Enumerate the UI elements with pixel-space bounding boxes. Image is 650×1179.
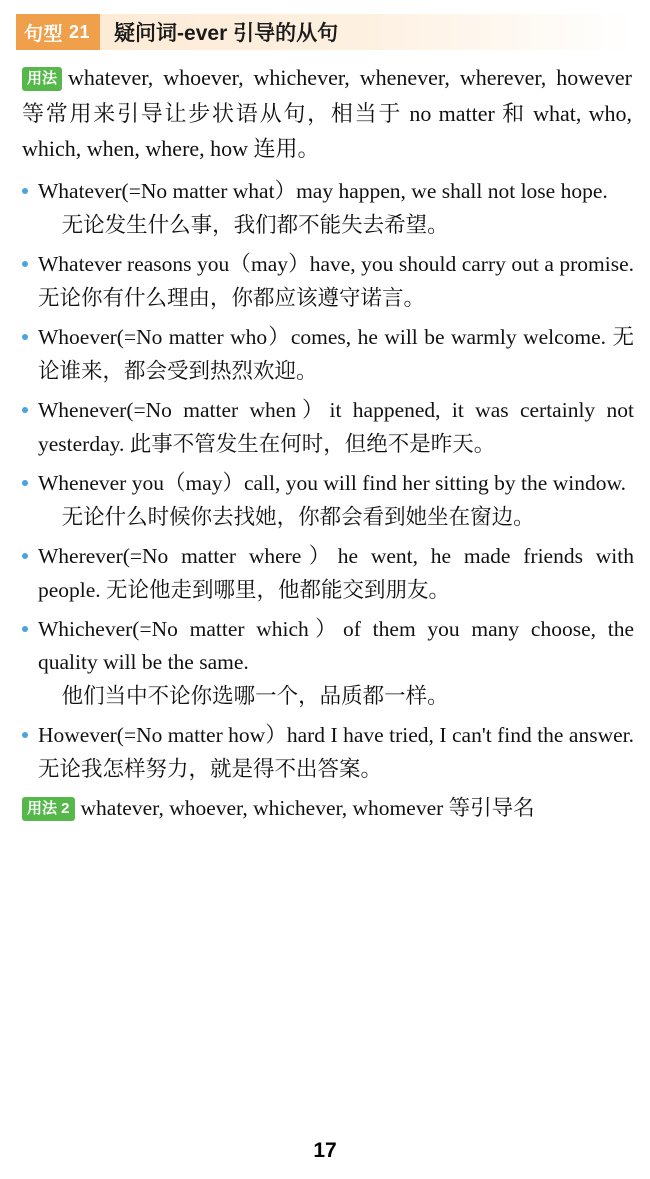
example-english: Whichever(=No matter which）of them you many choose, the quality will be the same. <box>38 616 634 675</box>
section-tag-label: 句型 <box>24 23 64 45</box>
usage2-text: whatever, whoever, whichever, whomever 等引导名 <box>80 796 535 821</box>
section-header <box>16 14 634 50</box>
usage1-text: whatever, whoever, whichever, whenever, wherever, however 等常用来引导让步状语从句，相当于 no matter 和 what, who, which, when, where, how 连用。 <box>22 65 632 162</box>
section-tag-number: 21 <box>69 21 91 42</box>
example-list <box>16 175 634 787</box>
example-english: Whenever you（may）call, you will find her sitting by the window. <box>38 470 626 495</box>
usage2-badge: 用法 2 <box>22 797 75 821</box>
list-item <box>16 321 634 389</box>
section-title: 疑问词-ever 引导的从句 <box>114 22 339 45</box>
page-number: 17 <box>313 1139 337 1162</box>
example-english: Whatever reasons you（may）have, you should carry out a promise. 无论你有什么理由，你都应该遵守诺言。 <box>38 251 634 310</box>
example-english: Wherever(=No matter where）he went, he made friends with people. 无论他走到哪里，他都能交到朋友。 <box>38 543 634 602</box>
section-tag <box>16 14 100 50</box>
example-english: However(=No matter how）hard I have tried, I can't find the answer. 无论我怎样努力，就是得不出答案。 <box>38 723 634 782</box>
list-item <box>16 540 634 608</box>
example-english: Whoever(=No matter who）comes, he will be warmly welcome. 无论谁来，都会受到热烈欢迎。 <box>38 324 634 383</box>
usage2-paragraph <box>16 792 634 824</box>
list-item <box>16 613 634 715</box>
usage1-paragraph <box>16 60 634 167</box>
list-item <box>16 467 634 535</box>
list-item <box>16 248 634 316</box>
example-chinese: 无论发生什么事，我们都不能失去希望。 <box>61 212 449 237</box>
list-item <box>16 175 634 243</box>
example-chinese: 无论什么时候你去找她，你都会看到她坐在窗边。 <box>61 504 535 529</box>
usage1-badge: 用法 <box>22 67 62 91</box>
example-chinese: 他们当中不论你选哪一个，品质都一样。 <box>61 684 449 709</box>
list-item <box>16 394 634 462</box>
list-item <box>16 719 634 787</box>
example-english: Whenever(=No matter when）it happened, it was certainly not yesterday. 此事不管发生在何时，但绝不是昨天。 <box>38 397 634 456</box>
example-english: Whatever(=No matter what）may happen, we shall not lose hope. <box>38 178 608 203</box>
